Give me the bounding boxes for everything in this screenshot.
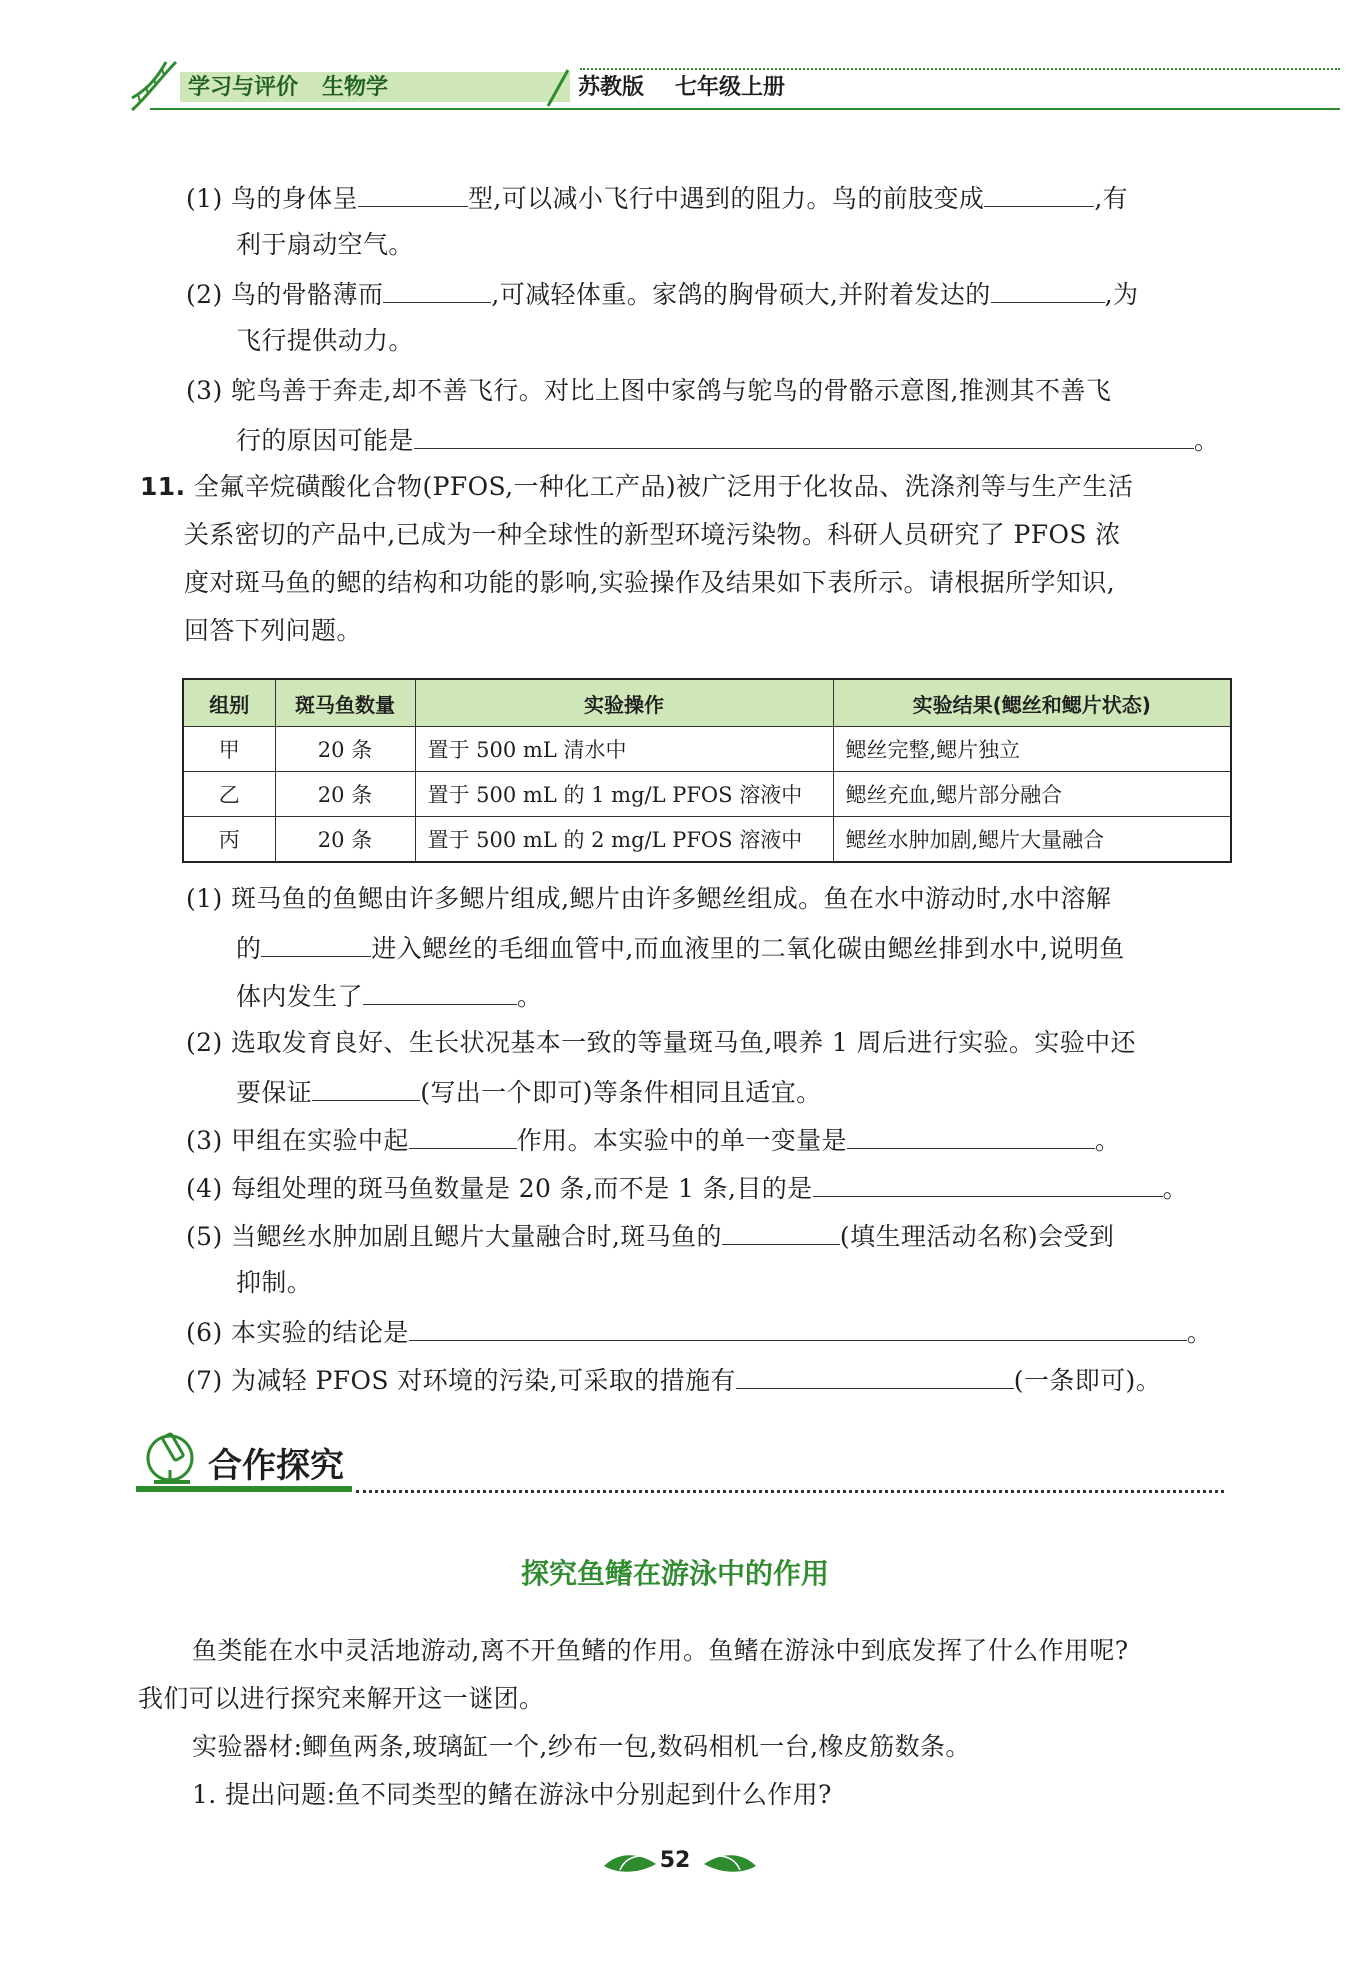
q11-sub2-line1: (2) 选取发育良好、生长状况基本一致的等量斑马鱼,喂养 1 周后进行实验。实验中还 [186,1028,1136,1057]
q11-sub1-line2: 的 进入鳃丝的毛细血管中,而血液里的二氧化碳由鳃丝排到水中,说明鱼 [236,930,1125,966]
table-header: 实验操作 [415,679,833,727]
table-cell: 鳃丝充血,鳃片部分融合 [833,772,1231,817]
leaf-ornament-right-icon [700,1848,760,1878]
inquiry-paragraph-line1: 鱼类能在水中灵活地游动,离不开鱼鳍的作用。鱼鳍在游泳中到底发挥了什么作用呢? [192,1636,1129,1665]
q11-sub1-line1: (1) 斑马鱼的鱼鳃由许多鳃片组成,鳃片由许多鳃丝组成。鱼在水中游动时,水中溶解 [186,884,1112,913]
answer-blank[interactable] [383,276,491,303]
section-dotted-rule [356,1490,1224,1493]
table-cell: 20 条 [275,817,415,863]
q11-intro-line2: 关系密切的产品中,已成为一种全球性的新型环境污染物。科研人员研究了 PFOS 浓 [184,520,1121,549]
table-row [183,772,1231,817]
table-cell: 鳃丝完整,鳃片独立 [833,727,1231,772]
table-cell: 20 条 [275,772,415,817]
answer-blank[interactable] [813,1170,1163,1197]
table-header-row [183,679,1231,727]
q11-intro-line3: 度对斑马鱼的鳃的结构和功能的影响,实验操作及结果如下表所示。请根据所学知识, [184,568,1116,597]
answer-blank[interactable] [261,930,371,957]
table-header: 实验结果(鳃丝和鳃片状态) [833,679,1231,727]
q11-intro-line1: 11. 全氟辛烷磺酸化合物(PFOS,一种化工产品)被广泛用于化妆品、洗涤剂等与生产生活 [140,472,1134,501]
table-cell: 鳃丝水肿加剧,鳃片大量融合 [833,817,1231,863]
edition-label: 苏教版 [578,75,645,100]
page-header [120,54,1220,114]
q10-part2-line2: 飞行提供动力。 [236,326,414,355]
table-cell: 置于 500 mL 的 1 mg/L PFOS 溶液中 [415,772,833,817]
header-rule [150,108,1340,110]
q10-part3-line2: 行的原因可能是 。 [236,422,1219,458]
inquiry-paragraph-line2: 我们可以进行探究来解开这一谜团。 [138,1684,545,1713]
answer-blank[interactable] [736,1362,1014,1389]
q10-part1-line2: 利于扇动空气。 [236,230,414,259]
answer-blank[interactable] [847,1122,1095,1149]
table-header: 斑马鱼数量 [275,679,415,727]
table-cell: 丙 [183,817,275,863]
header-divider [120,54,580,114]
q11-sub4: (4) 每组处理的斑马鱼数量是 20 条,而不是 1 条,目的是 。 [186,1170,1188,1206]
page-number: 52 [659,1848,691,1873]
q10-part3-line1: (3) 鸵鸟善于奔走,却不善飞行。对比上图中家鸽与鸵鸟的骨骼示意图,推测其不善飞 [186,376,1112,405]
table-row [183,817,1231,863]
grade-label: 七年级上册 [675,75,786,100]
table-cell: 甲 [183,727,275,772]
answer-blank[interactable] [722,1218,840,1245]
table-cell: 20 条 [275,727,415,772]
q11-sub7: (7) 为减轻 PFOS 对环境的污染,可采取的措施有 (一条即可)。 [186,1362,1161,1398]
q11-sub2-line2: 要保证 (写出一个即可)等条件相同且适宜。 [236,1074,822,1110]
answer-blank[interactable] [984,180,1094,207]
table-header: 组别 [183,679,275,727]
q11-sub3: (3) 甲组在实验中起 作用。本实验中的单一变量是 。 [186,1122,1120,1158]
table-cell: 置于 500 mL 清水中 [415,727,833,772]
inquiry-step-1: 1. 提出问题:鱼不同类型的鳍在游泳中分别起到什么作用? [192,1780,832,1809]
table-cell: 乙 [183,772,275,817]
answer-blank[interactable] [991,276,1105,303]
table-row [183,727,1231,772]
answer-blank[interactable] [409,1314,1187,1341]
q11-sub1-line3: 体内发生了 。 [236,978,542,1014]
answer-blank[interactable] [414,422,1194,449]
answer-blank[interactable] [409,1122,517,1149]
book-title: 学习与评价 [188,75,299,100]
q10-part2-line1: (2) 鸟的骨骼薄而 ,可减轻体重。家鸽的胸骨硕大,并附着发达的 ,为 [186,276,1138,312]
experiment-table [182,678,1232,863]
q11-sub5-line2: 抑制。 [236,1268,313,1297]
q11-intro-line4: 回答下列问题。 [184,616,362,645]
subject-label: 生物学 [322,75,389,100]
q10-part1-line1: (1) 鸟的身体呈 型,可以减小飞行中遇到的阻力。鸟的前肢变成 ,有 [186,180,1128,216]
question-number: 11. [140,472,186,501]
table-cell: 置于 500 mL 的 2 mg/L PFOS 溶液中 [415,817,833,863]
answer-blank[interactable] [363,978,517,1005]
q11-sub6: (6) 本实验的结论是 。 [186,1314,1212,1350]
section-title: 合作探究 [208,1446,344,1486]
q11-sub5-line1: (5) 当鳃丝水肿加剧且鳃片大量融合时,斑马鱼的 (填生理活动名称)会受到 [186,1218,1114,1254]
inquiry-materials: 实验器材:鲫鱼两条,玻璃缸一个,纱布一包,数码相机一台,橡皮筋数条。 [192,1732,971,1761]
section-underline [136,1486,352,1492]
answer-blank[interactable] [358,180,468,207]
answer-blank[interactable] [312,1074,420,1101]
inquiry-title: 探究鱼鳍在游泳中的作用 [520,1557,829,1590]
microscope-icon [140,1424,206,1490]
